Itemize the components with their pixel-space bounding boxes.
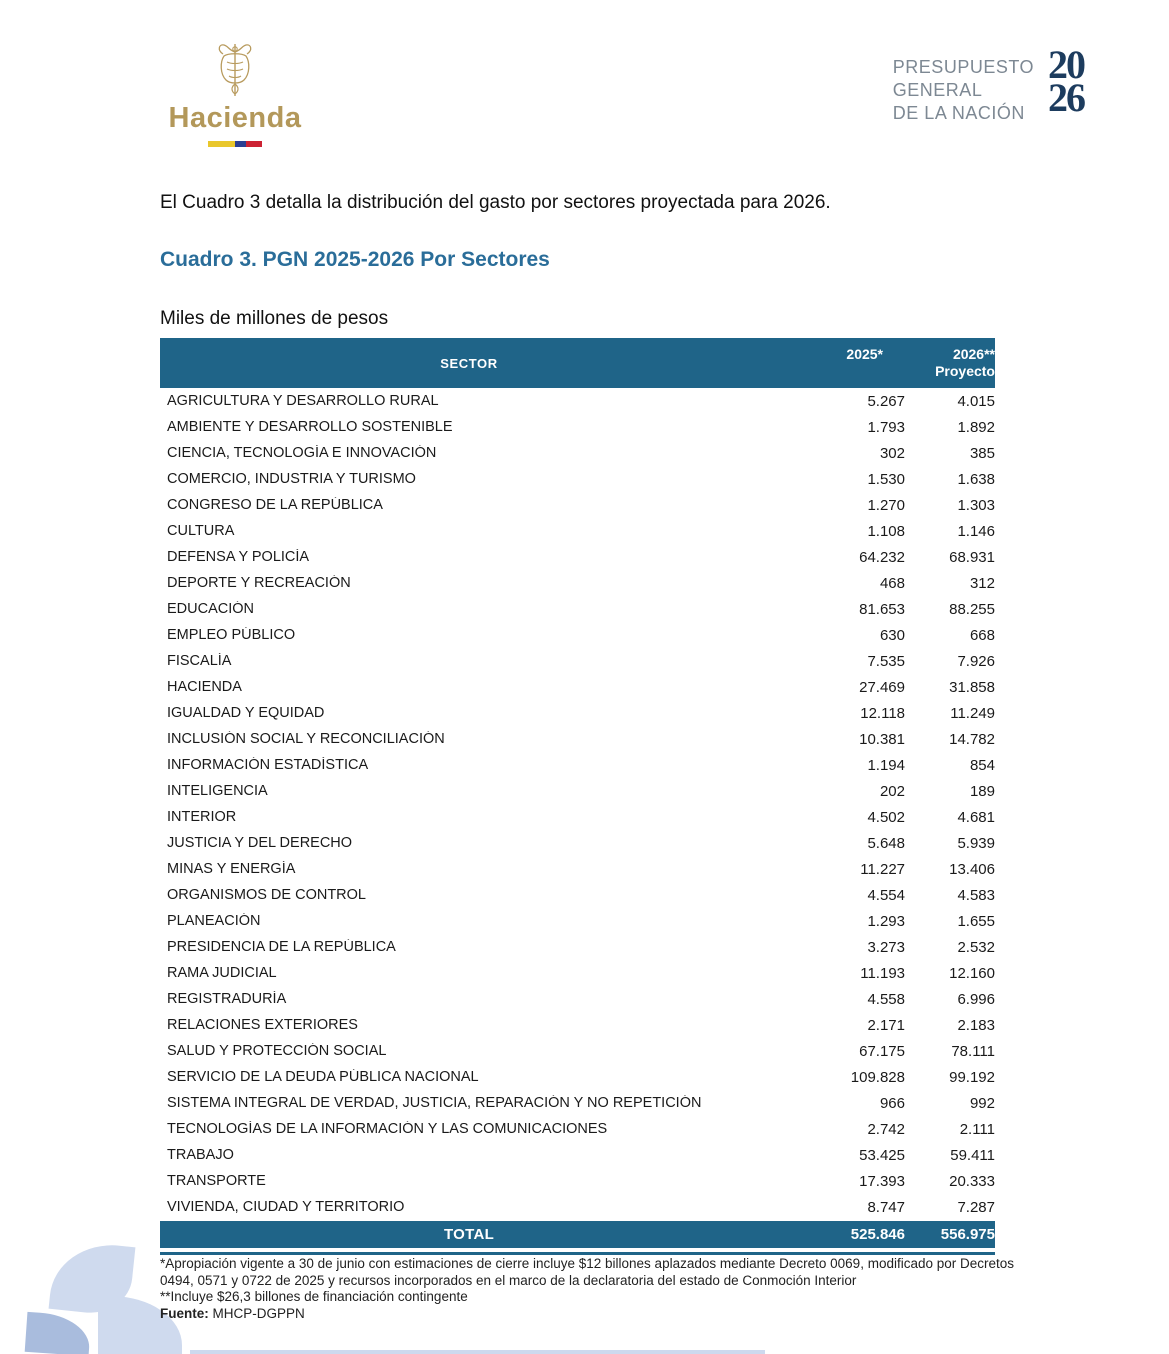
- value-2025: 4.558: [867, 990, 905, 1008]
- value-2026: 2.183: [957, 1016, 995, 1034]
- table-row: [160, 622, 995, 648]
- total-label: TOTAL: [443, 1226, 495, 1243]
- value-2026: 99.192: [949, 1068, 995, 1086]
- table-row: [160, 648, 995, 674]
- pgn-logo-year-top: 20: [1048, 42, 1084, 87]
- value-2026: 12.160: [949, 964, 995, 982]
- table-row: [160, 570, 995, 596]
- sector-name: VIVIENDA, CIUDAD Y TERRITORIO: [167, 1199, 405, 1215]
- sector-name: EMPLEO PÚBLICO: [167, 627, 296, 643]
- sector-name: AMBIENTE Y DESARROLLO SOSTENIBLE: [167, 419, 453, 435]
- value-2026: 11.249: [950, 704, 995, 722]
- total-2026-value: 556.975: [940, 1226, 995, 1243]
- sector-name: CULTURA: [167, 523, 235, 539]
- table-bottom-rule: [160, 1252, 995, 1255]
- source-value: MHCP-DGPPN: [208, 1305, 305, 1321]
- sector-name: SALUD Y PROTECCIÓN SOCIAL: [167, 1043, 387, 1059]
- column-header-2026-line2: Proyecto: [935, 363, 995, 379]
- footnote-2: **Incluye $26,3 billones de financiación contingente: [160, 1289, 468, 1304]
- page-bottom-strip: [190, 1350, 765, 1354]
- value-2025: 1.793: [867, 418, 905, 436]
- sector-name: DEFENSA Y POLICÍA: [167, 549, 310, 565]
- pgn-logo-text: [893, 48, 1034, 125]
- sector-name: FISCALÍA: [167, 653, 232, 669]
- sector-name: TECNOLOGÍAS DE LA INFORMACIÓN Y LAS COMUNICACIONES: [167, 1121, 608, 1137]
- value-2026: 14.782: [949, 730, 995, 748]
- column-header-2026-line1: 2026**: [952, 346, 995, 362]
- table-body: [160, 388, 995, 1220]
- value-2025: 27.469: [859, 678, 905, 696]
- table-title: Cuadro 3. PGN 2025-2026 Por Sectores: [160, 248, 550, 271]
- value-2025: 468: [879, 574, 905, 592]
- value-2025: 1.293: [867, 912, 905, 930]
- hacienda-logo: [150, 40, 320, 147]
- sector-name: INFORMACIÓN ESTADÍSTICA: [167, 757, 369, 773]
- sector-name: CONGRESO DE LA REPÚBLICA: [167, 497, 383, 513]
- sector-name: SISTEMA INTEGRAL DE VERDAD, JUSTICIA, REPARACIÓN Y NO REPETICIÓN: [167, 1095, 702, 1111]
- table-row: [160, 934, 995, 960]
- sector-name: HACIENDA: [167, 679, 242, 695]
- table-row: [160, 1064, 995, 1090]
- table-row: [160, 752, 995, 778]
- table-row: [160, 1116, 995, 1142]
- table-row: [160, 882, 995, 908]
- value-2026: 1.655: [957, 912, 995, 930]
- value-2025: 966: [879, 1094, 905, 1112]
- sector-name: RAMA JUDICIAL: [167, 965, 277, 981]
- table-row: [160, 1012, 995, 1038]
- table-row: [160, 830, 995, 856]
- pgn-logo-line1: PRESUPUESTO: [892, 57, 1034, 77]
- value-2025: 5.648: [867, 834, 905, 852]
- value-2026: 4.583: [957, 886, 995, 904]
- column-header-2026: [905, 338, 995, 388]
- table-row: [160, 466, 995, 492]
- value-2025: 17.393: [859, 1172, 905, 1190]
- sector-name: INTERIOR: [167, 809, 237, 825]
- units-label: Miles de millones de pesos: [160, 308, 389, 329]
- footnotes: [160, 1256, 1045, 1322]
- sector-name: REGISTRADURÍA: [167, 991, 287, 1007]
- value-2025: 11.193: [860, 964, 905, 982]
- table-row: [160, 1142, 995, 1168]
- footnote-1: *Apropiación vigente a 30 de junio con estimaciones de cierre incluye $12 billones aplazados mediante Decreto 0069, modificado por Decretos 0494, 0571 y 0722 de 2025 y recursos incorporados en el marco de la declaratoria del estado de Conmoción Interior: [160, 1256, 1015, 1288]
- sector-name: CIENCIA, TECNOLOGÍA E INNOVACIÓN: [167, 445, 437, 461]
- table-row: [160, 492, 995, 518]
- source-label: Fuente:: [160, 1305, 209, 1321]
- sector-name: COMERCIO, INDUSTRIA Y TURISMO: [167, 471, 416, 487]
- value-2025: 64.232: [859, 548, 905, 566]
- sector-name: PLANEACIÓN: [167, 913, 261, 929]
- sector-name: DEPORTE Y RECREACIÓN: [167, 575, 351, 591]
- value-2026: 2.111: [959, 1120, 995, 1138]
- value-2026: 1.146: [957, 522, 995, 540]
- value-2026: 7.287: [957, 1198, 995, 1216]
- sector-name: RELACIONES EXTERIORES: [167, 1017, 358, 1033]
- table-row: [160, 1194, 995, 1220]
- value-2026: 68.931: [949, 548, 995, 566]
- value-2026: 385: [969, 444, 995, 462]
- sector-name: SERVICIO DE LA DEUDA PÚBLICA NACIONAL: [167, 1069, 479, 1085]
- table-row: [160, 804, 995, 830]
- value-2025: 81.653: [859, 600, 905, 618]
- flag-yellow-segment: [208, 141, 235, 147]
- table-row: [160, 1090, 995, 1116]
- value-2026: 5.939: [957, 834, 995, 852]
- table-header-row: [160, 338, 995, 388]
- column-header-2025: 2025*: [846, 346, 883, 362]
- value-2026: 1.638: [957, 470, 995, 488]
- table-row: [160, 960, 995, 986]
- table-row: [160, 778, 995, 804]
- colombia-coat-of-arms-icon: [210, 40, 260, 100]
- value-2025: 5.267: [867, 392, 905, 410]
- value-2026: 4.015: [957, 392, 995, 410]
- flag-blue-segment: [235, 141, 246, 147]
- sector-name: TRANSPORTE: [167, 1173, 266, 1189]
- table-row: [160, 700, 995, 726]
- intro-paragraph: El Cuadro 3 detalla la distribución del gasto por sectores proyectada para 2026.: [160, 192, 831, 213]
- value-2025: 1.530: [867, 470, 905, 488]
- value-2026: 78.111: [951, 1042, 995, 1060]
- pgn-logo-line3: DE LA NACIÓN: [892, 103, 1025, 123]
- table-row: [160, 596, 995, 622]
- value-2026: 189: [969, 782, 995, 800]
- value-2025: 2.742: [867, 1120, 905, 1138]
- table-row: [160, 440, 995, 466]
- pgn-logo-year-bottom: 26: [1048, 75, 1084, 120]
- sectors-table: [160, 338, 1010, 1255]
- value-2025: 1.108: [867, 522, 905, 540]
- sector-name: MINAS Y ENERGÍA: [167, 861, 296, 877]
- value-2026: 1.303: [957, 496, 995, 514]
- table-row: [160, 1168, 995, 1194]
- value-2026: 668: [969, 626, 995, 644]
- sector-name: AGRICULTURA Y DESARROLLO RURAL: [167, 393, 439, 409]
- sector-name: INCLUSIÓN SOCIAL Y RECONCILIACIÓN: [167, 731, 445, 747]
- value-2026: 7.926: [957, 652, 995, 670]
- source-line: [160, 1306, 1045, 1323]
- value-2025: 1.194: [867, 756, 905, 774]
- value-2025: 67.175: [859, 1042, 905, 1060]
- watermark-petal: [25, 1312, 92, 1354]
- hacienda-logo-text: Hacienda: [168, 102, 302, 134]
- value-2026: 992: [969, 1094, 995, 1112]
- value-2025: 11.227: [860, 860, 905, 878]
- sector-name: PRESIDENCIA DE LA REPÚBLICA: [167, 939, 396, 955]
- sector-name: ORGANISMOS DE CONTROL: [167, 887, 366, 903]
- value-2026: 854: [969, 756, 995, 774]
- table-row: [160, 726, 995, 752]
- pgn-logo-year: [1048, 42, 1084, 120]
- column-header-sector: SECTOR: [440, 355, 498, 371]
- value-2026: 312: [969, 574, 995, 592]
- value-2026: 2.532: [957, 938, 995, 956]
- sector-name: INTELIGENCIA: [167, 783, 268, 799]
- table-row: [160, 388, 995, 414]
- table-row: [160, 414, 995, 440]
- value-2026: 20.333: [949, 1172, 995, 1190]
- table-row: [160, 856, 995, 882]
- pgn-logo-line2: GENERAL: [892, 80, 983, 100]
- value-2026: 88.255: [949, 600, 995, 618]
- value-2025: 8.747: [867, 1198, 905, 1216]
- colombia-flag-bar: [208, 141, 262, 147]
- table-row: [160, 1038, 995, 1064]
- sector-name: IGUALDAD Y EQUIDAD: [167, 705, 325, 721]
- table-row: [160, 986, 995, 1012]
- total-2025-value: 525.846: [850, 1226, 905, 1243]
- value-2025: 202: [879, 782, 905, 800]
- value-2026: 4.681: [957, 808, 995, 826]
- table-row: [160, 674, 995, 700]
- value-2025: 10.381: [859, 730, 905, 748]
- sector-name: EDUCACIÓN: [167, 601, 255, 617]
- sector-name: JUSTICIA Y DEL DERECHO: [167, 835, 353, 851]
- value-2025: 7.535: [867, 652, 905, 670]
- value-2025: 1.270: [867, 496, 905, 514]
- value-2025: 3.273: [867, 938, 905, 956]
- value-2025: 12.118: [860, 704, 905, 722]
- value-2025: 4.554: [867, 886, 905, 904]
- value-2025: 109.828: [850, 1068, 905, 1086]
- value-2025: 630: [879, 626, 905, 644]
- table-total-row: [160, 1221, 995, 1248]
- value-2026: 59.411: [950, 1146, 995, 1164]
- table-row: [160, 544, 995, 570]
- value-2026: 13.406: [949, 860, 995, 878]
- pgn-2026-logo: [892, 42, 1084, 125]
- value-2026: 6.996: [957, 990, 995, 1008]
- flag-red-segment: [246, 141, 262, 147]
- value-2025: 4.502: [867, 808, 905, 826]
- value-2025: 302: [879, 444, 905, 462]
- value-2026: 31.858: [949, 678, 995, 696]
- sector-name: TRABAJO: [167, 1147, 234, 1163]
- table-row: [160, 518, 995, 544]
- table-row: [160, 908, 995, 934]
- value-2026: 1.892: [957, 418, 995, 436]
- value-2025: 2.171: [867, 1016, 905, 1034]
- value-2025: 53.425: [859, 1146, 905, 1164]
